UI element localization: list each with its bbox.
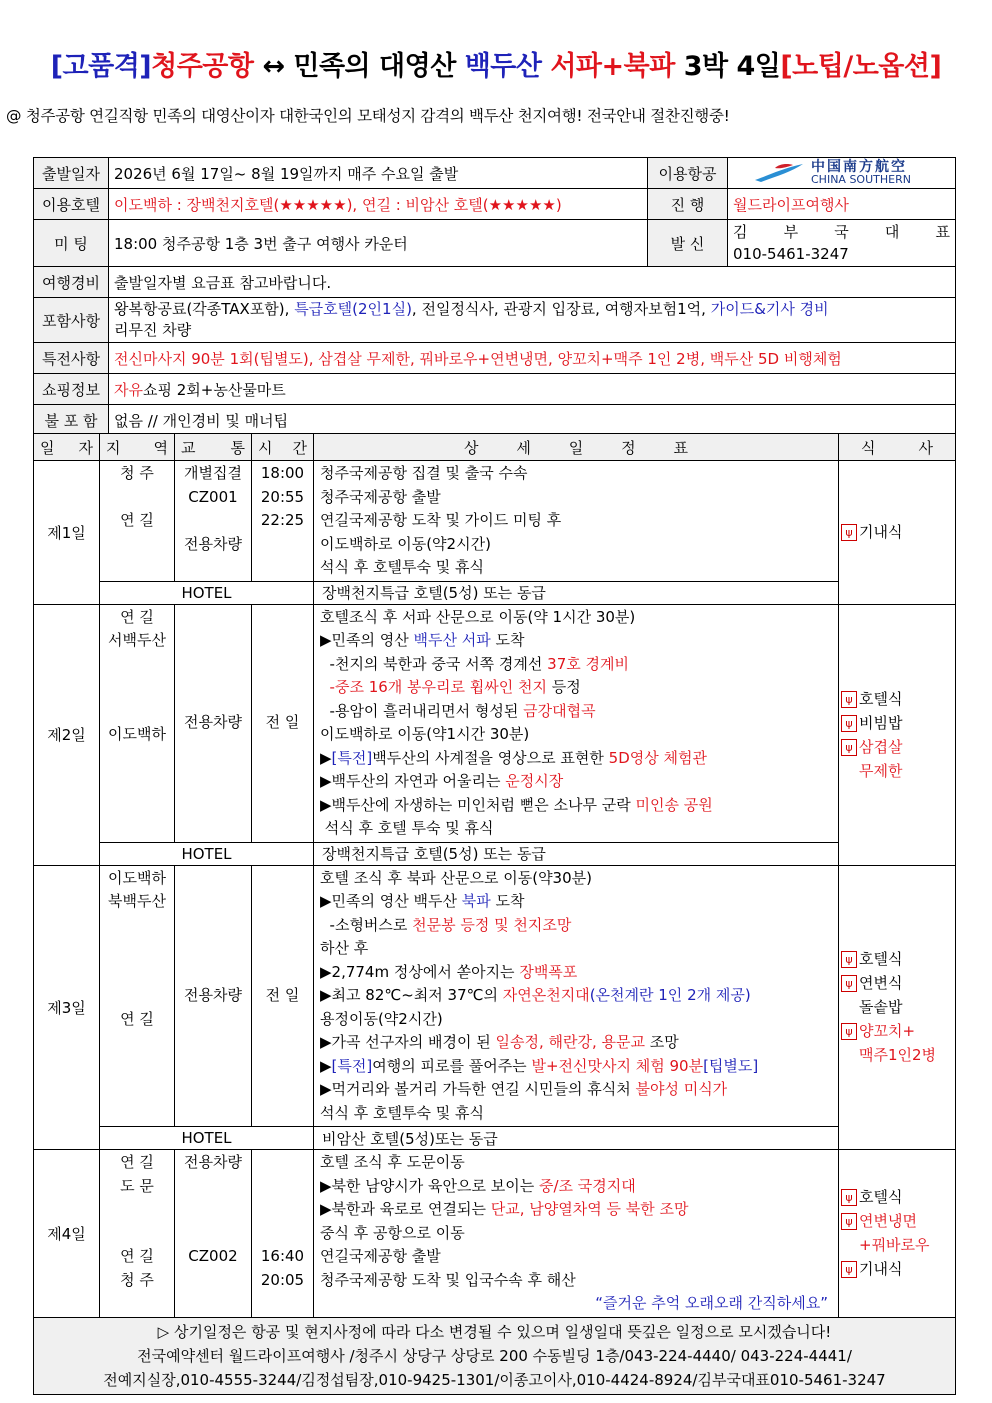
fork-knife-icon: ψ [841,1261,857,1278]
special-label: 특전사항 [34,343,109,374]
meal-text: 호텔식 [859,689,903,708]
cell-line: 20:05 [260,1270,305,1289]
region-cell [100,461,175,582]
cell-line: 연 길 [120,1153,154,1171]
hotel-label: HOTEL [100,842,314,865]
detail-line [320,794,832,818]
cell-line [100,653,174,677]
day-label: 제4일 [34,1150,100,1318]
time-cell [252,1150,314,1318]
meal-text: 삼겹살 [859,737,903,756]
meal-item [841,971,953,995]
detail-line [320,937,832,961]
detail-text: 발+전신맛사지 체험 90분 [531,1056,704,1075]
cell-line [100,1198,174,1222]
detail-text: 청주국제공항 출발 [320,487,441,506]
footer-line: ▷ 상기일정은 항공 및 현지사정에 따라 다소 변경될 수 있으며 일생일대 뜻깊은 일정으로 모시겠습니다! [157,1322,832,1341]
detail-text: 5D영상 체험관 [608,748,707,767]
cell-line [252,1175,313,1199]
detail-text: 등정 [547,678,581,696]
sender-cell [728,220,956,267]
cell-line: 20:55 [260,487,305,506]
detail-text: 금강대협곡 [523,701,596,720]
detail-line [320,1222,832,1246]
detail-text: -중조 16개 봉우리로 휩싸인 천지 [320,678,547,696]
region-cell [100,865,175,1127]
header-cell: 지 역 [100,434,175,461]
footer-line: 전예지실장,010-4555-3244/김정섭팀장,010-9425-1301/이종고이사,010-4424-8924/김부국대표010-5461-3247 [103,1370,886,1389]
transport-cell [175,461,252,582]
meal-item [841,1233,953,1257]
hotel-row [34,842,956,865]
incl-value [109,298,956,343]
meal-item [841,687,953,711]
header-cell: 시 간 [252,434,314,461]
day-row [34,461,956,582]
meal-text: 양꼬치+ [859,1022,916,1041]
detail-line [320,653,832,677]
meal-text: +꿔바로우 [859,1236,930,1255]
meet-value: 18:00 청주공항 1층 3번 출구 여행사 카운터 [109,220,648,267]
cell-line: 전 일 [265,986,300,1004]
hotel-value: 장백천지특급 호텔(5성) 또는 동급 [314,581,839,604]
detail-line [320,606,832,630]
time-cell [252,604,314,842]
meal-cell [839,461,956,605]
detail-text: -소형버스로 [320,915,413,934]
detail-line [320,961,832,985]
sender-name: 김 부 국 대 표 [733,223,950,241]
meal-text: 비빔밥 [859,713,903,732]
day-label: 제1일 [34,461,100,605]
detail-text: 장백폭포 [519,962,578,981]
detail-line [320,533,832,557]
cell-line: CZ002 [188,1247,238,1265]
cell-line: 청 주 [120,464,154,482]
cell-line: 전 일 [265,713,300,732]
cell-line [100,914,174,938]
detail-line [320,1245,832,1269]
incl-b: 특급호텔(2인1실) [294,300,412,318]
detail-line [320,676,832,700]
meal-text: 연변냉면 [859,1212,917,1231]
cost-value: 출발일자별 요금표 참고바랍니다. [109,267,956,298]
hotel-label: HOTEL [100,1127,314,1150]
region-cell [100,1150,175,1318]
detail-text: ▶북한과 육로로 연결되는 [320,1200,491,1218]
meal-item [841,759,953,783]
detail-text: 여행의 피로를 풀어주는 [372,1056,532,1075]
detail-line [320,890,832,914]
title-notip: [노팁/노옵션] [780,51,942,82]
detail-text: 석식 후 호텔 투숙 및 휴식 [320,819,494,837]
detail-text: ▶민족의 영산 [320,631,414,649]
cell-line: 연 길 [120,511,154,529]
detail-line [320,747,832,771]
sender-phone: 010-5461-3247 [733,245,849,263]
detail-text: 미인송 공원 [635,795,713,814]
hotel-label: 이용호텔 [34,189,109,220]
shop-value [109,374,956,405]
detail-text: ▶2,774m 정상에서 쏟아지는 [320,962,520,981]
detail-text: 연길국제공항 출발 [320,1247,441,1265]
detail-text: ▶백두산의 자연과 어울리는 [320,772,506,790]
header-cell: 교 통 [175,434,252,461]
detail-text: [특전] [331,748,373,767]
detail-cell [314,1150,839,1318]
cell-line [100,700,174,724]
detail-text: ▶ [320,748,332,767]
cell-line: 도 문 [120,1176,154,1195]
detail-text: -용암이 흘러내리면서 형성된 [320,701,524,720]
cell-line [175,1198,251,1222]
cell-line: 22:25 [260,511,305,529]
fork-knife-icon: ψ [841,1023,857,1040]
detail-text: 이도백하로 이동(약2시간) [320,534,491,553]
detail-cell [314,461,839,582]
page-subtitle: @ 청주공항 연길직항 민족의 대영산이자 대한국인의 모태성지 감격의 백두산 천지여행! 전국안내 절찬진행중! [6,107,730,125]
meal-text: 호텔식 [859,1188,903,1207]
transport-cell [175,1150,252,1318]
closing-note: “즐거운 추억 오래오래 간직하세요” [595,1294,828,1312]
detail-text: 조망 [645,1033,679,1051]
cost-label: 여행경비 [34,267,109,298]
meal-item [841,1209,953,1233]
detail-text: ▶백두산에 자생하는 미인처럼 뻗은 소나무 군락 [320,795,636,814]
detail-line [320,1198,832,1222]
meal-text: 기내식 [859,1260,903,1279]
cell-line [100,937,174,961]
meal-item [841,520,953,544]
shop-a: 자유 [114,380,143,399]
fork-knife-icon: ψ [841,739,857,756]
cell-line: 이도백하 [108,868,166,887]
detail-text: 호텔조식 후 서파 산문으로 이동(약 1시간 30분) [320,607,636,626]
cell-line [252,1198,313,1222]
detail-text: 북파 [461,892,491,910]
cell-line: 청 주 [120,1270,154,1289]
detail-line [320,556,832,580]
incl-d: 가이드&기사 경비 [710,300,829,318]
title-destination: 백두산 [464,51,542,82]
cell-line: 18:00 [260,464,305,482]
detail-text: ▶먹거리와 볼거리 가득한 연길 시민들의 휴식처 [320,1080,636,1098]
detail-text: 하산 후 [320,939,369,957]
cell-line: 전용차량 [184,1153,242,1171]
detail-text: 37호 경계비 [547,654,629,673]
cell-line [100,984,174,1008]
title-middle: ↔ 민족의 대영산 [253,51,465,82]
detail-line [320,1269,832,1293]
detail-text: 청주국제공항 집결 및 출국 수속 [320,464,528,482]
day-row [34,1150,956,1318]
detail-cell [314,604,839,842]
detail-text: [특전] [331,1056,373,1075]
detail-text: 청주국제공항 도착 및 입국수속 후 해산 [320,1270,576,1289]
meal-text: 기내식 [859,523,903,542]
cell-line: 개별집결 [184,464,242,482]
day-row [34,604,956,842]
fork-knife-icon: ψ [841,715,857,732]
cell-line: 연 길 [120,607,154,626]
detail-line [320,1078,832,1102]
cell-line [175,509,251,533]
cell-line: 전용차량 [184,534,242,553]
detail-text: -천지의 북한과 중국 서쪽 경계선 [320,654,548,673]
cell-line: 연 길 [120,1009,154,1028]
hotel-label: HOTEL [100,581,314,604]
time-cell [252,865,314,1127]
day-row [34,865,956,1127]
detail-text: (온천계란 1인 2개 제공) [589,986,751,1004]
detail-line [320,1102,832,1126]
meal-item [841,735,953,759]
fork-knife-icon: ψ [841,1189,857,1206]
schedule-table [33,433,956,1395]
detail-text: 중식 후 공항으로 이동 [320,1223,465,1242]
shop-b: 쇼핑 2회+농산물마트 [142,380,286,399]
meal-cell [839,604,956,865]
detail-line [320,629,832,653]
day-label: 제2일 [34,604,100,865]
meal-text: 돌솥밥 [859,998,903,1017]
meal-item [841,1185,953,1209]
detail-text: ▶가곡 선구자의 배경이 된 [320,1033,496,1051]
detail-line [320,486,832,510]
excl-value: 없음 // 개인경비 및 매너팁 [109,405,956,436]
meal-text: 무제한 [859,761,903,780]
hotel-row [34,1127,956,1150]
transport-cell [175,604,252,842]
detail-text: 불야성 미식가 [635,1080,728,1098]
detail-line [320,723,832,747]
detail-text: 백두산 서파 [413,631,491,649]
page-title [0,44,992,83]
detail-text: 단교, 남양열차역 등 북한 조망 [490,1200,689,1218]
detail-text: 석식 후 호텔투숙 및 휴식 [320,1103,484,1122]
region-cell [100,604,175,842]
cell-line: 서백두산 [108,631,166,649]
meal-text: 맥주1인2병 [859,1046,937,1065]
agency-value: 월드라이프여행사 [728,189,956,220]
hotel-value: 비암산 호텔(5성)또는 동급 [314,1127,839,1150]
detail-line [320,817,832,841]
meet-label: 미 팅 [34,220,109,267]
detail-text: ▶최고 82℃~최저 37℃의 [320,986,503,1004]
excl-label: 불 포 함 [34,405,109,436]
title-duration: 3박 4일 [674,51,781,82]
cell-line: 전용차량 [184,713,242,732]
cell-line: 북백두산 [108,892,166,910]
detail-line [320,1055,832,1079]
meal-text: 연변식 [859,974,903,993]
detail-cell [314,865,839,1127]
sender-label: 발 신 [648,220,728,267]
detail-text: 운정시장 [505,772,564,790]
detail-text: ▶북한 남양시가 육안으로 보이는 [320,1176,539,1195]
header-cell: 일 자 [34,434,100,461]
detail-text: 자연온천지대 [502,986,590,1004]
cell-line [175,1222,251,1246]
fork-knife-icon: ψ [841,524,857,541]
detail-text: 용정이동(약2시간) [320,1009,443,1028]
cell-line [252,1222,313,1246]
fork-knife-icon: ψ [841,1213,857,1230]
detail-line [320,867,832,891]
airline-name-en: CHINA SOUTHERN [811,172,911,186]
detail-text: [팁별도] [703,1056,759,1075]
header-cell: 상 세 일 정 표 [314,434,839,461]
schedule-footer [34,1317,956,1394]
detail-line [320,770,832,794]
agency-label: 진 행 [648,189,728,220]
detail-line [320,914,832,938]
detail-line [320,700,832,724]
detail-line [320,1175,832,1199]
shop-label: 쇼핑정보 [34,374,109,405]
incl-c: , 전일정식사, 관광지 입장료, 여행자보험1억, [411,300,711,318]
footer-line: 전국예약센터 월드라이프여행사 /청주시 상당구 상당로 200 수동빌딩 1층/043-224-4440/ 043-224-4441/ [137,1346,852,1365]
incl-label: 포함사항 [34,298,109,343]
header-cell: 식 사 [839,434,956,461]
detail-text: ▶민족의 영산 백두산 [320,892,462,910]
detail-text: 일송정, 해란강, 용문교 [495,1033,645,1051]
cell-line: 이도백하 [108,725,166,743]
incl-a: 왕복항공료(각종TAX포함), [114,300,295,318]
detail-text: 이도백하로 이동(약1시간 30분) [320,725,530,743]
depart-label: 출발일자 [34,158,109,189]
cell-line [100,676,174,700]
detail-text: 백두산의 사계절을 영상으로 표현한 [372,748,609,767]
airline-name-cn: 中国南方航空 [811,158,907,175]
depart-value: 2026년 6월 17일~ 8월 19일까지 매주 수요일 출발 [109,158,648,189]
cell-line: 16:40 [260,1247,305,1265]
detail-text: 호텔 조식 후 북파 산문으로 이동(약30분) [320,868,592,887]
detail-line [320,1151,832,1175]
title-origin: 청주공항 [151,51,254,82]
china-southern-logo-icon [753,162,805,184]
detail-text: 호텔 조식 후 도문이동 [320,1153,465,1171]
detail-text: 석식 후 호텔투숙 및 휴식 [320,558,484,576]
detail-line [320,984,832,1008]
cell-line [252,1151,313,1175]
cell-line [100,1222,174,1246]
title-route: 서파+북파 [541,51,675,82]
special-value: 전신마사지 90분 1회(팁별도), 삼겹살 무제한, 꿔바로우+연변냉면, 양꼬치+맥주 1인 2병, 백두산 5D 비행체험 [109,343,956,374]
cell-line [100,961,174,985]
schedule-header-row [34,434,956,461]
fork-knife-icon: ψ [841,975,857,992]
cell-line [100,486,174,510]
fork-knife-icon: ψ [841,951,857,968]
meal-item [841,995,953,1019]
detail-line [320,462,832,486]
meal-item [841,1043,953,1067]
detail-text: 중/조 국경지대 [538,1176,636,1195]
incl-e: 리무진 차량 [114,321,192,339]
meal-item [841,947,953,971]
detail-text: ▶ [320,1056,332,1075]
meal-text: 호텔식 [859,950,903,969]
transport-cell [175,865,252,1127]
info-table [33,157,956,436]
detail-line [320,509,832,533]
meal-cell [839,1150,956,1318]
detail-text: 도착 [490,631,525,649]
day-label: 제3일 [34,865,100,1150]
airline-logo [728,158,956,189]
cell-line [175,1175,251,1199]
hotel-value: 이도백하 : 장백천지호텔(★★★★★), 연길 : 비암산 호텔(★★★★★) [109,189,648,220]
meal-item [841,1019,953,1043]
detail-text: 연길국제공항 도착 및 가이드 미팅 후 [320,511,562,529]
cell-line [175,1269,251,1293]
detail-line [320,1008,832,1032]
time-cell [252,461,314,582]
cell-line: CZ001 [188,487,238,506]
meal-cell [839,865,956,1150]
detail-text: 도착 [490,892,525,910]
hotel-row [34,581,956,604]
meal-item [841,711,953,735]
hotel-value: 장백천지특급 호텔(5성) 또는 동급 [314,842,839,865]
title-tag: [고품격] [50,51,152,82]
cell-line: 연 길 [120,1247,154,1265]
fork-knife-icon: ψ [841,691,857,708]
meal-item [841,1257,953,1281]
airline-label: 이용항공 [648,158,728,189]
detail-text: 천문봉 등정 및 천지조망 [412,915,572,934]
detail-line [320,1031,832,1055]
cell-line: 전용차량 [184,986,242,1004]
